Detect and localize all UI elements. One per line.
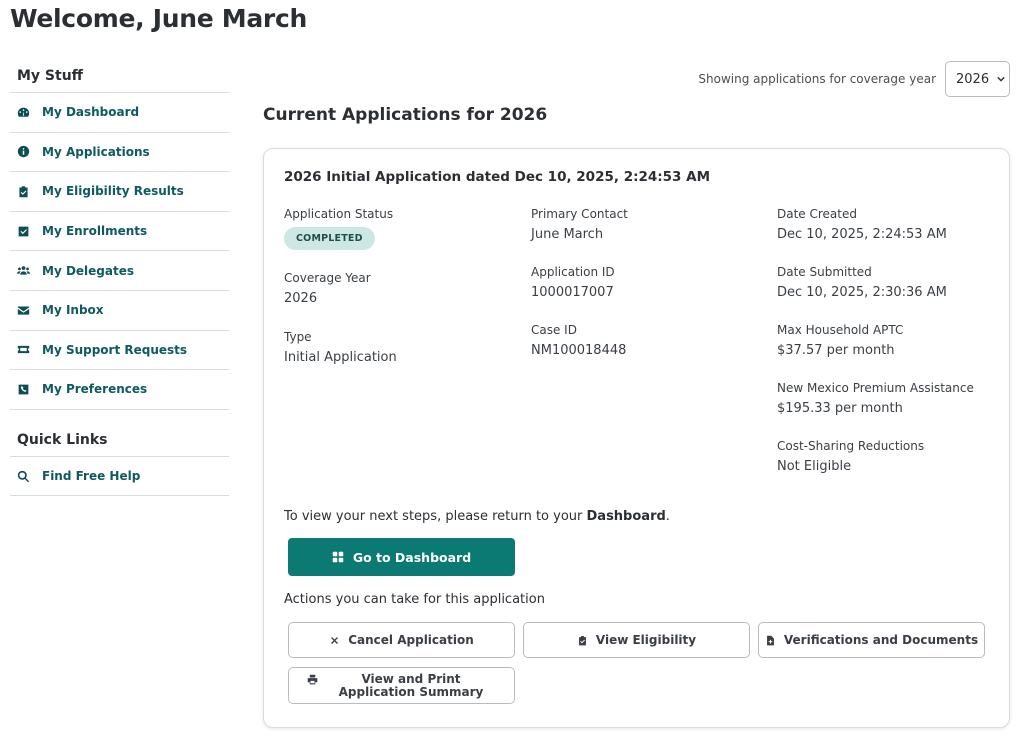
users-icon bbox=[16, 264, 30, 278]
primary-contact-value: June March bbox=[531, 227, 604, 242]
sidebar-item-label: My Delegates bbox=[42, 263, 134, 278]
max-aptc-label: Max Household APTC bbox=[777, 323, 904, 337]
date-created-label: Date Created bbox=[777, 207, 857, 221]
next-steps-suffix: . bbox=[665, 509, 670, 524]
actions-caption: Actions you can take for this application bbox=[284, 592, 545, 607]
checkbox-icon bbox=[16, 224, 30, 238]
date-submitted-field bbox=[777, 265, 947, 300]
clipboard-check-icon bbox=[16, 184, 30, 198]
dashboard-icon bbox=[16, 105, 30, 119]
nm-premium-assistance-field bbox=[777, 381, 974, 416]
next-steps-text bbox=[284, 509, 670, 524]
sidebar-item-preferences[interactable] bbox=[10, 370, 229, 410]
sidebar-item-label: My Preferences bbox=[42, 382, 148, 397]
application-id-value: 1000017007 bbox=[531, 285, 614, 300]
coverage-year-filter bbox=[698, 61, 1010, 97]
sidebar-item-applications[interactable] bbox=[10, 133, 229, 173]
cost-sharing-field bbox=[777, 439, 924, 474]
sidebar-item-eligibility-results[interactable] bbox=[10, 172, 229, 212]
quick-links-heading: Quick Links bbox=[10, 424, 229, 457]
application-status-field bbox=[284, 207, 393, 250]
phone-icon bbox=[16, 382, 30, 396]
cost-sharing-label: Cost-Sharing Reductions bbox=[777, 439, 925, 453]
file-plus-icon bbox=[765, 635, 776, 646]
sidebar-item-label: My Applications bbox=[42, 144, 150, 159]
sidebar-item-label: My Eligibility Results bbox=[42, 184, 184, 199]
date-submitted-label: Date Submitted bbox=[777, 265, 872, 279]
verifications-documents-label: Verifications and Documents bbox=[783, 632, 979, 647]
case-id-label: Case ID bbox=[531, 323, 577, 337]
quick-link-label: Find Free Help bbox=[42, 469, 141, 484]
date-created-value: Dec 10, 2025, 2:24:53 AM bbox=[777, 227, 947, 242]
case-id-field bbox=[531, 323, 626, 358]
chevron-down-icon bbox=[997, 75, 1005, 83]
search-icon bbox=[16, 469, 30, 483]
verifications-documents-button[interactable] bbox=[758, 622, 985, 658]
next-steps-dashboard: Dashboard bbox=[586, 509, 666, 524]
sidebar-item-inbox[interactable] bbox=[10, 291, 229, 331]
sidebar-item-support-requests[interactable] bbox=[10, 331, 229, 371]
date-submitted-value: Dec 10, 2025, 2:30:36 AM bbox=[777, 285, 947, 300]
coverage-year-label: Coverage Year bbox=[284, 271, 371, 285]
application-card bbox=[263, 148, 1010, 728]
case-id-value: NM100018448 bbox=[531, 343, 627, 358]
coverage-year-field bbox=[284, 271, 371, 306]
clipboard-check-icon bbox=[577, 635, 588, 646]
print-summary-label: View and Print Application Summary bbox=[338, 671, 484, 699]
coverage-year-caption: Showing applications for coverage year bbox=[698, 72, 936, 86]
nm-premium-assistance-label: New Mexico Premium Assistance bbox=[777, 381, 974, 395]
nm-premium-assistance-value: $195.33 per month bbox=[777, 401, 903, 416]
next-steps-prefix: To view your next steps, please return to your bbox=[284, 509, 587, 524]
sidebar-item-delegates[interactable] bbox=[10, 251, 229, 291]
quick-link-find-free-help[interactable] bbox=[10, 457, 229, 497]
type-label: Type bbox=[284, 330, 312, 344]
print-summary-button[interactable] bbox=[288, 667, 515, 704]
cost-sharing-value: Not Eligible bbox=[777, 459, 852, 474]
go-to-dashboard-button[interactable] bbox=[288, 538, 515, 576]
sidebar-item-enrollments[interactable] bbox=[10, 212, 229, 252]
application-title: 2026 Initial Application dated Dec 10, 2025, 2:24:53 AM bbox=[284, 169, 711, 185]
application-status-label: Application Status bbox=[284, 207, 394, 221]
max-aptc-field bbox=[777, 323, 903, 358]
sidebar bbox=[10, 60, 229, 496]
envelope-icon bbox=[16, 303, 30, 317]
ticket-icon bbox=[16, 343, 30, 357]
max-aptc-value: $37.57 per month bbox=[777, 343, 895, 358]
go-to-dashboard-label: Go to Dashboard bbox=[352, 549, 472, 565]
section-title: Current Applications for 2026 bbox=[263, 105, 548, 125]
my-stuff-heading: My Stuff bbox=[10, 60, 229, 93]
info-icon bbox=[16, 145, 30, 159]
primary-contact-field bbox=[531, 207, 628, 242]
view-eligibility-label: View Eligibility bbox=[595, 632, 697, 647]
coverage-year-value: 2026 bbox=[956, 71, 990, 87]
coverage-year-text: 2026 bbox=[284, 291, 318, 306]
printer-icon bbox=[307, 674, 318, 685]
sidebar-item-label: My Dashboard bbox=[42, 105, 140, 120]
status-badge: COMPLETED bbox=[284, 227, 375, 250]
sidebar-item-label: My Inbox bbox=[42, 303, 104, 318]
date-created-field bbox=[777, 207, 947, 242]
close-icon bbox=[329, 635, 340, 646]
application-id-label: Application ID bbox=[531, 265, 615, 279]
primary-contact-label: Primary Contact bbox=[531, 207, 628, 221]
application-id-field bbox=[531, 265, 615, 300]
grid-icon bbox=[332, 551, 344, 563]
sidebar-item-dashboard[interactable] bbox=[10, 93, 229, 133]
type-value: Initial Application bbox=[284, 350, 397, 365]
sidebar-item-label: My Enrollments bbox=[42, 224, 148, 239]
cancel-application-label: Cancel Application bbox=[348, 632, 474, 647]
view-eligibility-button[interactable] bbox=[523, 622, 750, 658]
welcome-heading: Welcome, June March bbox=[10, 4, 307, 33]
type-field bbox=[284, 330, 397, 365]
cancel-application-button[interactable] bbox=[288, 622, 515, 658]
sidebar-item-label: My Support Requests bbox=[42, 342, 188, 357]
coverage-year-select[interactable] bbox=[945, 61, 1010, 97]
